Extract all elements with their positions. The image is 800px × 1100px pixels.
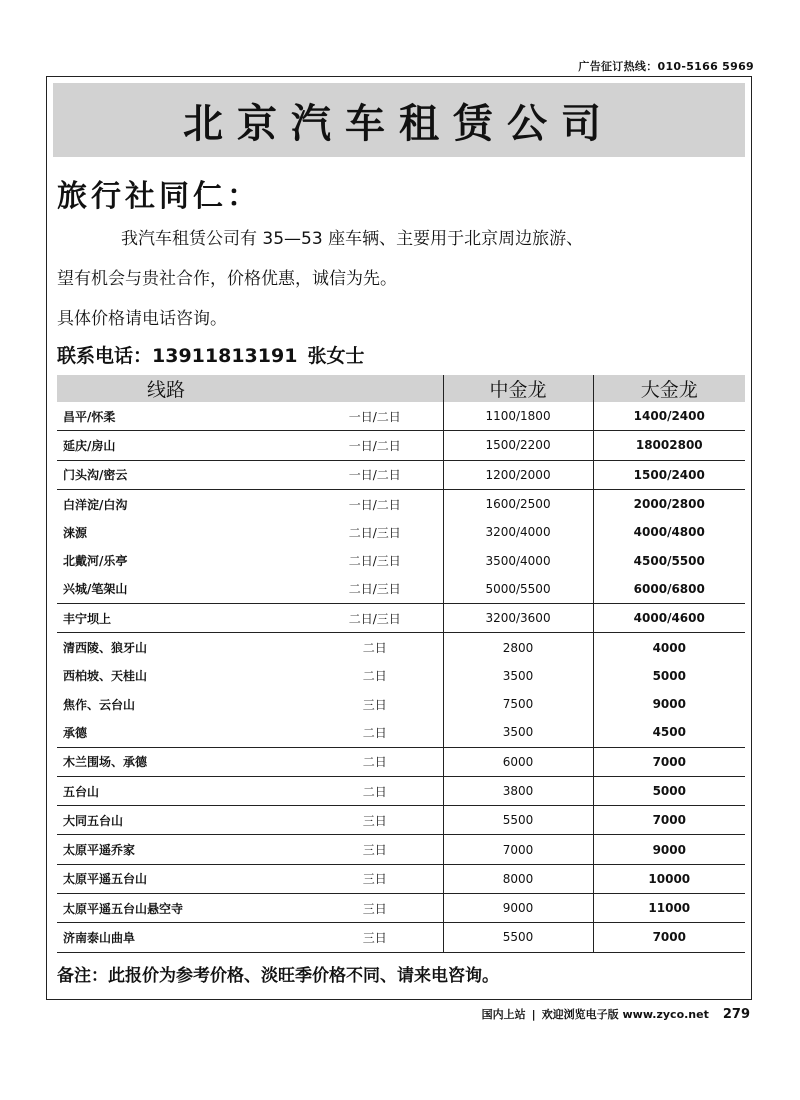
days-cell: 二日 [307,747,443,776]
table-row [57,806,745,835]
table-body [57,402,745,952]
mid-price-cell: 3800 [443,776,593,805]
big-price-cell: 4500 [593,718,745,747]
ad-frame [46,76,752,1000]
big-price-cell: 4000/4600 [593,604,745,633]
mid-price-cell: 6000 [443,747,593,776]
days-cell: 三日 [307,835,443,864]
days-cell: 二日/三日 [348,525,401,540]
intro-text [57,219,747,339]
route-cell: 木兰围场、承德 [57,747,307,776]
days-cell: 一日/二日 [307,431,443,460]
days-cell: 二日 [362,669,387,684]
mid-price-cell: 7000 [443,835,593,864]
big-price-cell: 5000 [593,662,745,690]
big-price-cell: 4500/5500 [593,546,745,574]
footer-divider: | [531,1007,536,1021]
days-cell: 二日 [362,725,387,740]
route-cell: 白洋淀/白沟 [57,489,307,518]
big-price-cell: 18002800 [593,431,745,460]
table-row [57,923,745,952]
days-cell: 三日 [307,923,443,952]
title-banner [53,83,745,157]
days-cell: 一日/二日 [307,460,443,489]
mid-price-cell: 5500 [443,806,593,835]
days-cell: 三日 [307,806,443,835]
mid-price-cell: 2800 [443,633,593,662]
days-cell: 一日/二日 [307,489,443,518]
contact-phone: 联系电话：13911813191 [57,345,298,367]
days-cell: 二日/三日 [348,554,401,569]
intro-line-2: 望有机会与贵社合作，价格优惠，诚信为先。 [57,269,397,289]
route-cell: 涞源 [63,525,88,540]
mid-price-cell: 1100/1800 [443,402,593,431]
mid-price-cell: 3500/4000 [443,546,593,574]
mid-price-cell: 5000/5500 [443,575,593,604]
route-cell: 丰宁坝上 [57,604,307,633]
days-cell: 二日 [307,633,443,662]
route-cell: 太原平遥乔家 [57,835,307,864]
route-cell: 大同五台山 [57,806,307,835]
table-row [57,747,745,776]
contact-line [57,341,374,368]
intro-line-1: 我汽车租赁公司有 35—53 座车辆、主要用于北京周边旅游、 [121,229,584,249]
mid-price-cell: 1600/2500 [443,489,593,518]
big-price-cell: 4000 [593,633,745,662]
footer-tagline: 欢迎浏览电子版 www.zyco.net [541,1008,709,1021]
days-cell: 二日/三日 [348,582,401,597]
days-cell: 三日 [307,864,443,893]
days-cell: 三日 [362,697,387,712]
route-cell: 五台山 [57,776,307,805]
table-row [57,690,745,718]
table-row [57,489,745,518]
greeting: 旅行社同仁： [57,179,261,214]
table-header-row [57,375,745,402]
mid-price-cell: 5500 [443,923,593,952]
route-cell: 昌平/怀柔 [63,409,116,424]
big-price-cell: 10000 [593,864,745,893]
big-price-cell: 2000/2800 [593,489,745,518]
table-row [57,864,745,893]
mid-price-cell: 3200/3600 [443,604,593,633]
big-price-cell: 5000 [593,776,745,805]
route-cell: 兴城/笔架山 [63,582,128,597]
big-price-cell: 11000 [593,894,745,923]
big-price-cell: 1400/2400 [593,402,745,431]
mid-price-cell: 3500 [443,718,593,747]
table-row [57,518,745,546]
ad-hotline: 广告征订热线：010-5166 5969 [578,60,754,73]
big-price-cell: 1500/2400 [593,460,745,489]
big-price-cell: 9000 [593,835,745,864]
table-row [57,460,745,489]
big-price-cell: 6000/6800 [593,575,745,604]
footer-section: 国内上站 [481,1008,526,1021]
days-cell: 一日/二日 [348,409,401,424]
mid-price-cell: 9000 [443,894,593,923]
days-cell: 二日/三日 [307,604,443,633]
table-row [57,894,745,923]
mid-price-cell: 3200/4000 [443,518,593,546]
route-cell: 焦作、云台山 [63,697,136,712]
big-price-cell: 9000 [593,690,745,718]
page-number: 279 [722,1006,750,1022]
route-cell: 延庆/房山 [57,431,307,460]
big-price-cell: 4000/4800 [593,518,745,546]
contact-person: 张女士 [307,345,365,367]
header-big-bus: 大金龙 [593,375,745,402]
mid-price-cell: 1200/2000 [443,460,593,489]
table-row [57,546,745,574]
mid-price-cell: 1500/2200 [443,431,593,460]
route-cell: 太原平遥五台山 [57,864,307,893]
route-cell: 门头沟/密云 [57,460,307,489]
table-row [57,575,745,604]
route-cell: 济南泰山曲阜 [57,923,307,952]
table-row [57,718,745,747]
mid-price-cell: 8000 [443,864,593,893]
price-note: 备注：此报价为参考价格、淡旺季价格不同、请来电咨询。 [57,966,499,986]
header-route: 线路 [57,375,443,402]
table-row [57,604,745,633]
big-price-cell: 7000 [593,923,745,952]
mid-price-cell: 7500 [443,690,593,718]
table-row [57,402,745,431]
company-title: 北京汽车租赁公司 [183,99,615,147]
days-cell: 三日 [307,894,443,923]
route-cell: 承德 [63,725,88,740]
route-cell: 太原平遥五台山悬空寺 [57,894,307,923]
route-cell: 北戴河/乐亭 [63,554,128,569]
table-row [57,633,745,662]
days-cell: 二日 [307,776,443,805]
route-cell: 清西陵、狼牙山 [57,633,307,662]
table-row [57,431,745,460]
mid-price-cell: 3500 [443,662,593,690]
big-price-cell: 7000 [593,747,745,776]
intro-line-3: 具体价格请电话咨询。 [57,309,227,329]
price-table [57,375,745,953]
big-price-cell: 7000 [593,806,745,835]
header-mid-bus: 中金龙 [443,375,593,402]
table-row [57,662,745,690]
route-cell: 西柏坡、天桂山 [63,669,148,684]
table-row [57,835,745,864]
table-row [57,776,745,805]
page-footer [482,1006,750,1022]
